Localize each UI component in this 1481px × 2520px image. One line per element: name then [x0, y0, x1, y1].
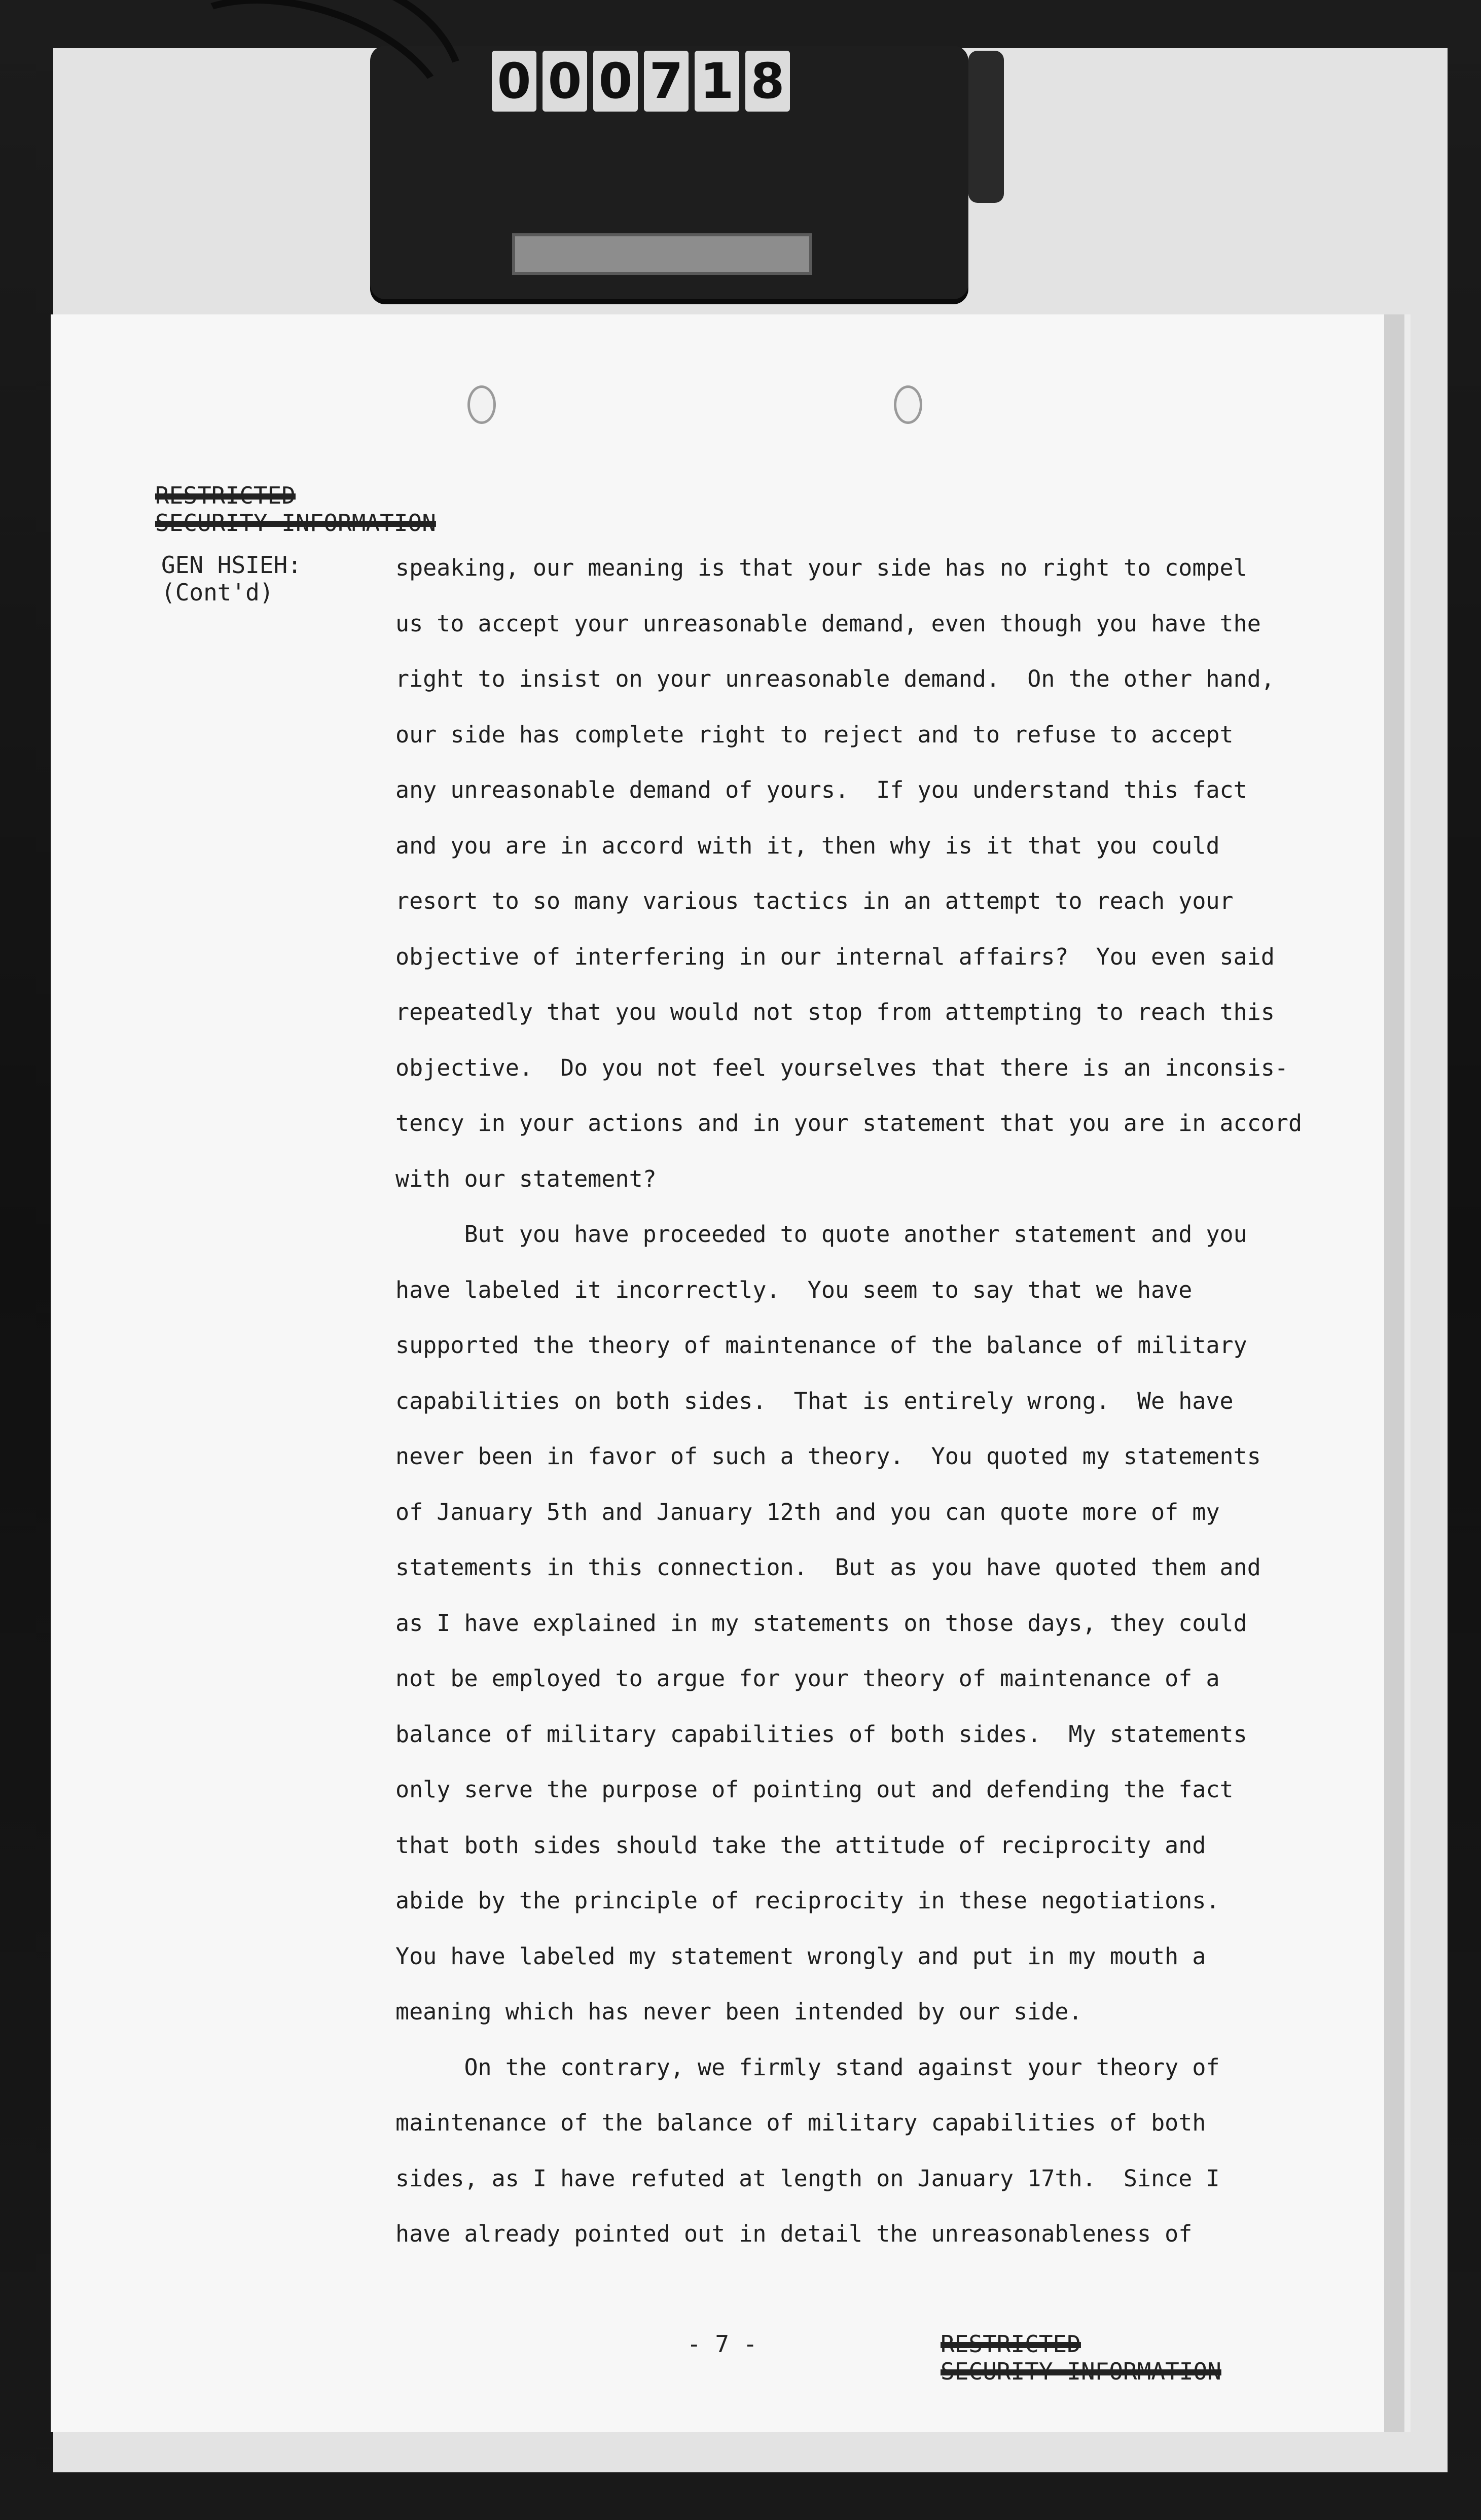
text-line: resort to so many various tactics in an attempt to reach your	[395, 888, 1234, 914]
text-line: statements in this connection. But as you have quoted them and	[395, 1554, 1261, 1581]
document-page	[51, 314, 1384, 2432]
classification-stamp-bottom	[941, 2330, 1221, 2385]
text-line: sides, as I have refuted at length on January 17th. Since I	[395, 2164, 1220, 2192]
speaker-note: (Cont'd)	[161, 579, 274, 606]
frame-counter	[370, 46, 968, 299]
text-line: us to accept your unreasonable demand, even though you have the	[395, 610, 1261, 637]
counter-digits	[492, 51, 790, 112]
text-line: with our statement?	[395, 1165, 657, 1192]
text-line: speaking, our meaning is that your side has no right to compel	[395, 554, 1247, 581]
speaker-label	[161, 551, 302, 606]
text-line: as I have explained in my statements on those days, they could	[395, 1609, 1247, 1637]
text-line: only serve the purpose of pointing out and defending the fact	[395, 1776, 1234, 1803]
text-line: repeatedly that you would not stop from attempting to reach this	[395, 999, 1275, 1025]
classification-line: SECURITY INFORMATION	[941, 2358, 1221, 2385]
text-line: supported the theory of maintenance of the balance of military	[395, 1332, 1247, 1359]
text-line: maintenance of the balance of military capabilities of both	[395, 2109, 1206, 2136]
text-line: our side has complete right to reject and to refuse to accept	[395, 721, 1234, 748]
counter-plate	[512, 233, 812, 275]
speaker-name: GEN HSIEH:	[161, 551, 302, 579]
counter-digit: 0	[543, 51, 587, 112]
text-line: any unreasonable demand of yours. If you understand this fact	[395, 776, 1247, 803]
punch-hole	[894, 385, 922, 424]
counter-digit: 0	[593, 51, 638, 112]
text-line: meaning which has never been intended by our side.	[395, 1998, 1082, 2025]
text-line: You have labeled my statement wrongly and put in my mouth a	[395, 1942, 1206, 1970]
text-line: never been in favor of such a theory. You quoted my statements	[395, 1443, 1261, 1470]
classification-line: RESTRICTED	[941, 2330, 1081, 2358]
counter-knob	[968, 51, 1004, 203]
classification-line: RESTRICTED	[155, 482, 296, 509]
counter-digit: 0	[492, 51, 536, 112]
text-line: abide by the principle of reciprocity in these negotiations.	[395, 1887, 1220, 1914]
text-line: But you have proceeded to quote another statement and you	[395, 1221, 1247, 1248]
page-number: - 7 -	[687, 2330, 757, 2358]
text-line: objective of interfering in our internal affairs? You even said	[395, 943, 1275, 970]
text-line: balance of military capabilities of both sides. My statements	[395, 1720, 1247, 1748]
classification-line: SECURITY INFORMATION	[155, 509, 436, 537]
text-line: not be employed to argue for your theory of maintenance of a	[395, 1665, 1220, 1692]
text-line: tency in your actions and in your statement that you are in accord	[395, 1110, 1303, 1137]
text-line: that both sides should take the attitude of reciprocity and	[395, 1831, 1206, 1859]
punch-hole	[467, 385, 496, 424]
text-line: right to insist on your unreasonable demand. On the other hand,	[395, 665, 1275, 692]
counter-digit: 8	[745, 51, 790, 112]
text-line: of January 5th and January 12th and you can quote more of my	[395, 1498, 1220, 1525]
text-line: objective. Do you not feel yourselves that there is an inconsis-	[395, 1054, 1288, 1081]
text-line: capabilities on both sides. That is entirely wrong. We have	[395, 1387, 1234, 1414]
text-line: On the contrary, we firmly stand against your theory of	[395, 2053, 1220, 2081]
text-line: have already pointed out in detail the unreasonableness of	[395, 2220, 1193, 2247]
classification-stamp-top	[155, 482, 436, 537]
counter-digit: 7	[644, 51, 689, 112]
text-line: have labeled it incorrectly. You seem to say that we have	[395, 1276, 1193, 1303]
counter-digit: 1	[695, 51, 739, 112]
text-line: and you are in accord with it, then why is it that you could	[395, 832, 1220, 859]
